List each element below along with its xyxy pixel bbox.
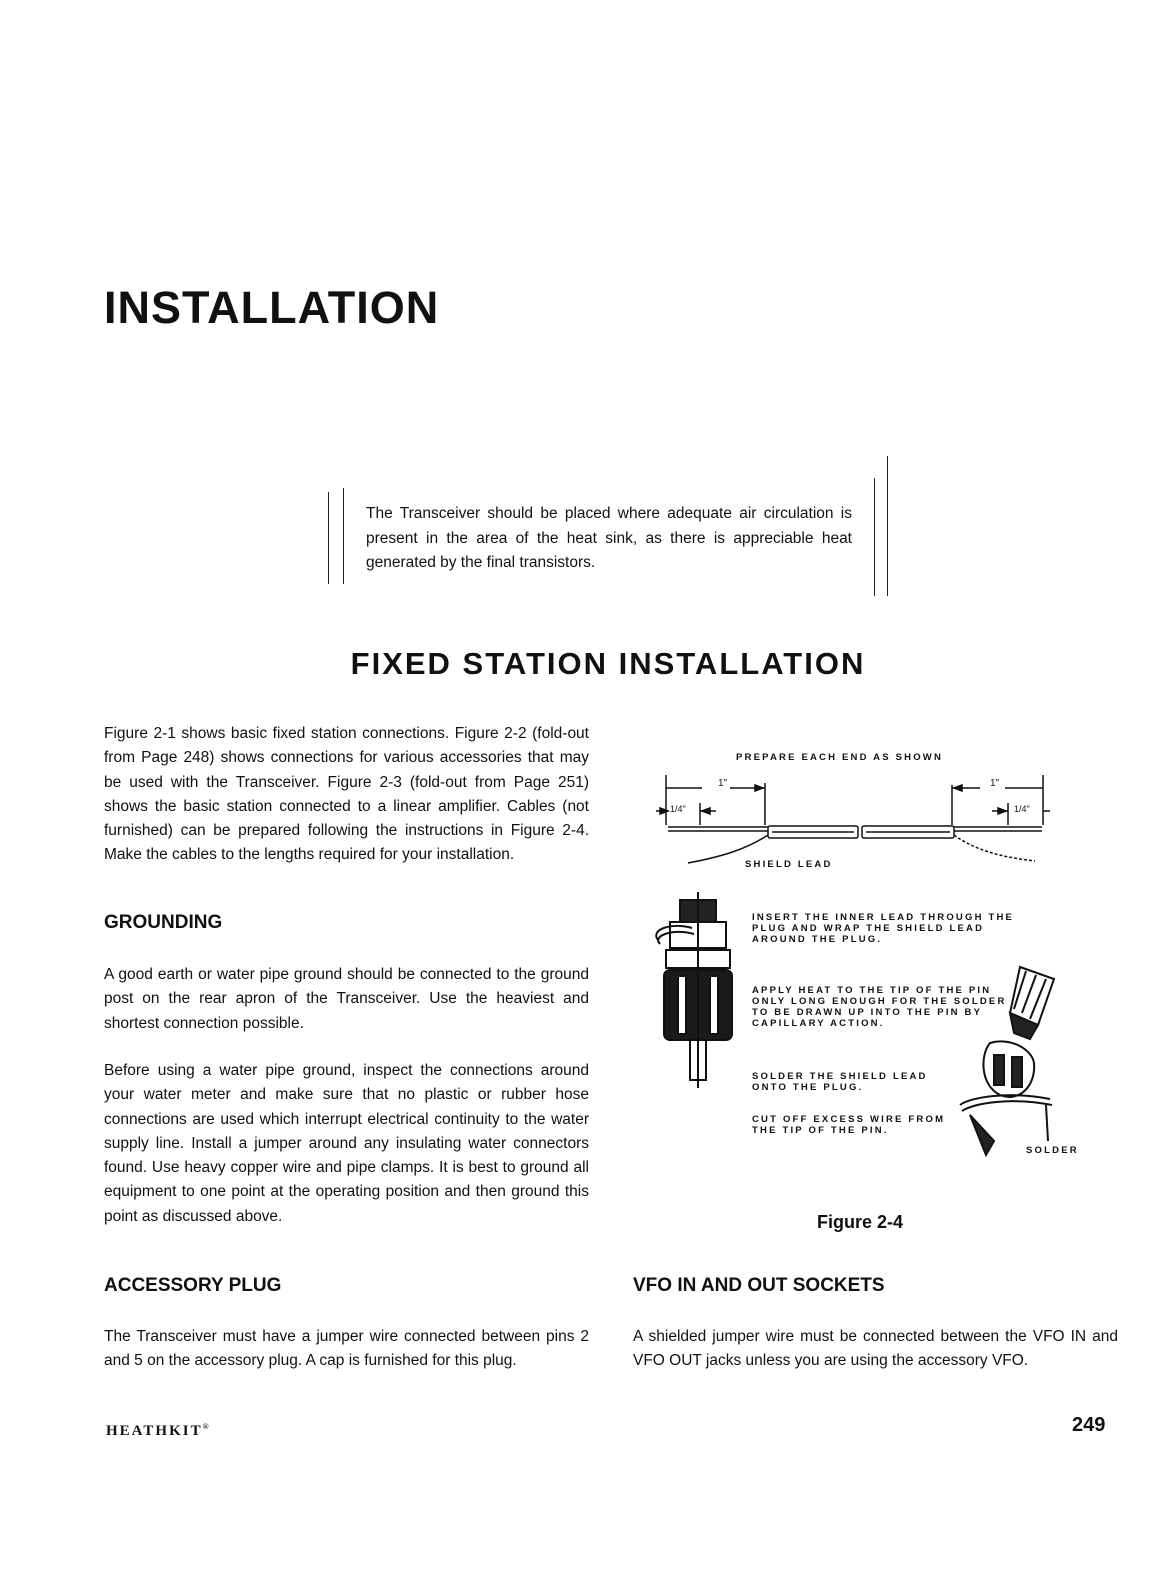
solder-label: SOLDER (1026, 1145, 1079, 1156)
soldering-illustration (950, 965, 1080, 1165)
brand-name: HEATHKIT (106, 1423, 203, 1439)
heat-notice: The Transceiver should be placed where adequate air circulation is present in the area of the heat sink, as there is appreciable heat generated by the final transistors. (366, 505, 852, 571)
page-number: 249 (1072, 1414, 1106, 1436)
grounding-paragraph-1: A good earth or water pipe ground should be connected to the ground post on the rear apron of the Transceiver. Use the heaviest and shortest connection possible. (104, 966, 589, 1032)
dim-quarter-right: 1/4" (1014, 804, 1030, 814)
step-insert-lead: INSERT THE INNER LEAD THROUGH THE PLUG AND WRAP THE SHIELD LEAD AROUND THE PLUG. (752, 912, 1015, 945)
accessory-plug-paragraph: The Transceiver must have a jumper wire connected between pins 2 and 5 on the accessory plug. A cap is furnished for this plug. (104, 1328, 589, 1370)
step-apply-heat: APPLY HEAT TO THE TIP OF THE PIN ONLY LONG ENOUGH FOR THE SOLDER TO BE DRAWN UP INTO THE PIN BY CAPILLARY ACTION. (752, 985, 1007, 1029)
page-title: INSTALLATION (104, 282, 440, 333)
section-title: FIXED STATION INSTALLATION (350, 646, 866, 681)
plug-illustration (650, 892, 760, 1092)
dim-inch-right: 1" (990, 778, 1000, 789)
brand-registered-mark: ® (202, 1422, 211, 1431)
grounding-heading: GROUNDING (104, 912, 223, 933)
intro-paragraph: Figure 2-1 shows basic fixed station connections. Figure 2-2 (fold-out from Page 248) shows connections for various accessories that may be used with the Transceiver. Figure 2-3 (fold-out from Page 251) shows the basic station connected to a linear amplifier. Cables (not furnished) can be prepared following the instructions in Figure 2-4. Make the cables to the lengths required for your installation. (104, 725, 589, 864)
step-cut-wire: CUT OFF EXCESS WIRE FROM THE TIP OF THE PIN. (752, 1114, 946, 1136)
brand-logo (106, 1422, 211, 1440)
figure-caption: Figure 2-4 (816, 1212, 904, 1232)
shield-lead-label: SHIELD LEAD (745, 859, 833, 870)
dim-inch-left: 1" (718, 778, 728, 789)
vfo-paragraph: A shielded jumper wire must be connected between the VFO IN and VFO OUT jacks unless you are using the accessory VFO. (633, 1328, 1118, 1370)
step-solder-shield: SOLDER THE SHIELD LEAD ONTO THE PLUG. (752, 1071, 928, 1093)
dim-quarter-left: 1/4" (670, 804, 686, 814)
vfo-heading: VFO IN AND OUT SOCKETS (633, 1275, 885, 1296)
accessory-plug-heading: ACCESSORY PLUG (104, 1275, 282, 1296)
grounding-paragraph-2: Before using a water pipe ground, inspect the connections around your water meter and make sure that no plastic or rubber hose connections are used which interrupt electrical continuity to the water supply line. Install a jumper around any insulating water connectors found. Use heavy copper wire and pipe clamps. It is best to ground all equipment to one point at the operating position and then ground this point as discussed above. (104, 1062, 589, 1225)
figure-prepare-label: PREPARE EACH END AS SHOWN (736, 752, 944, 763)
